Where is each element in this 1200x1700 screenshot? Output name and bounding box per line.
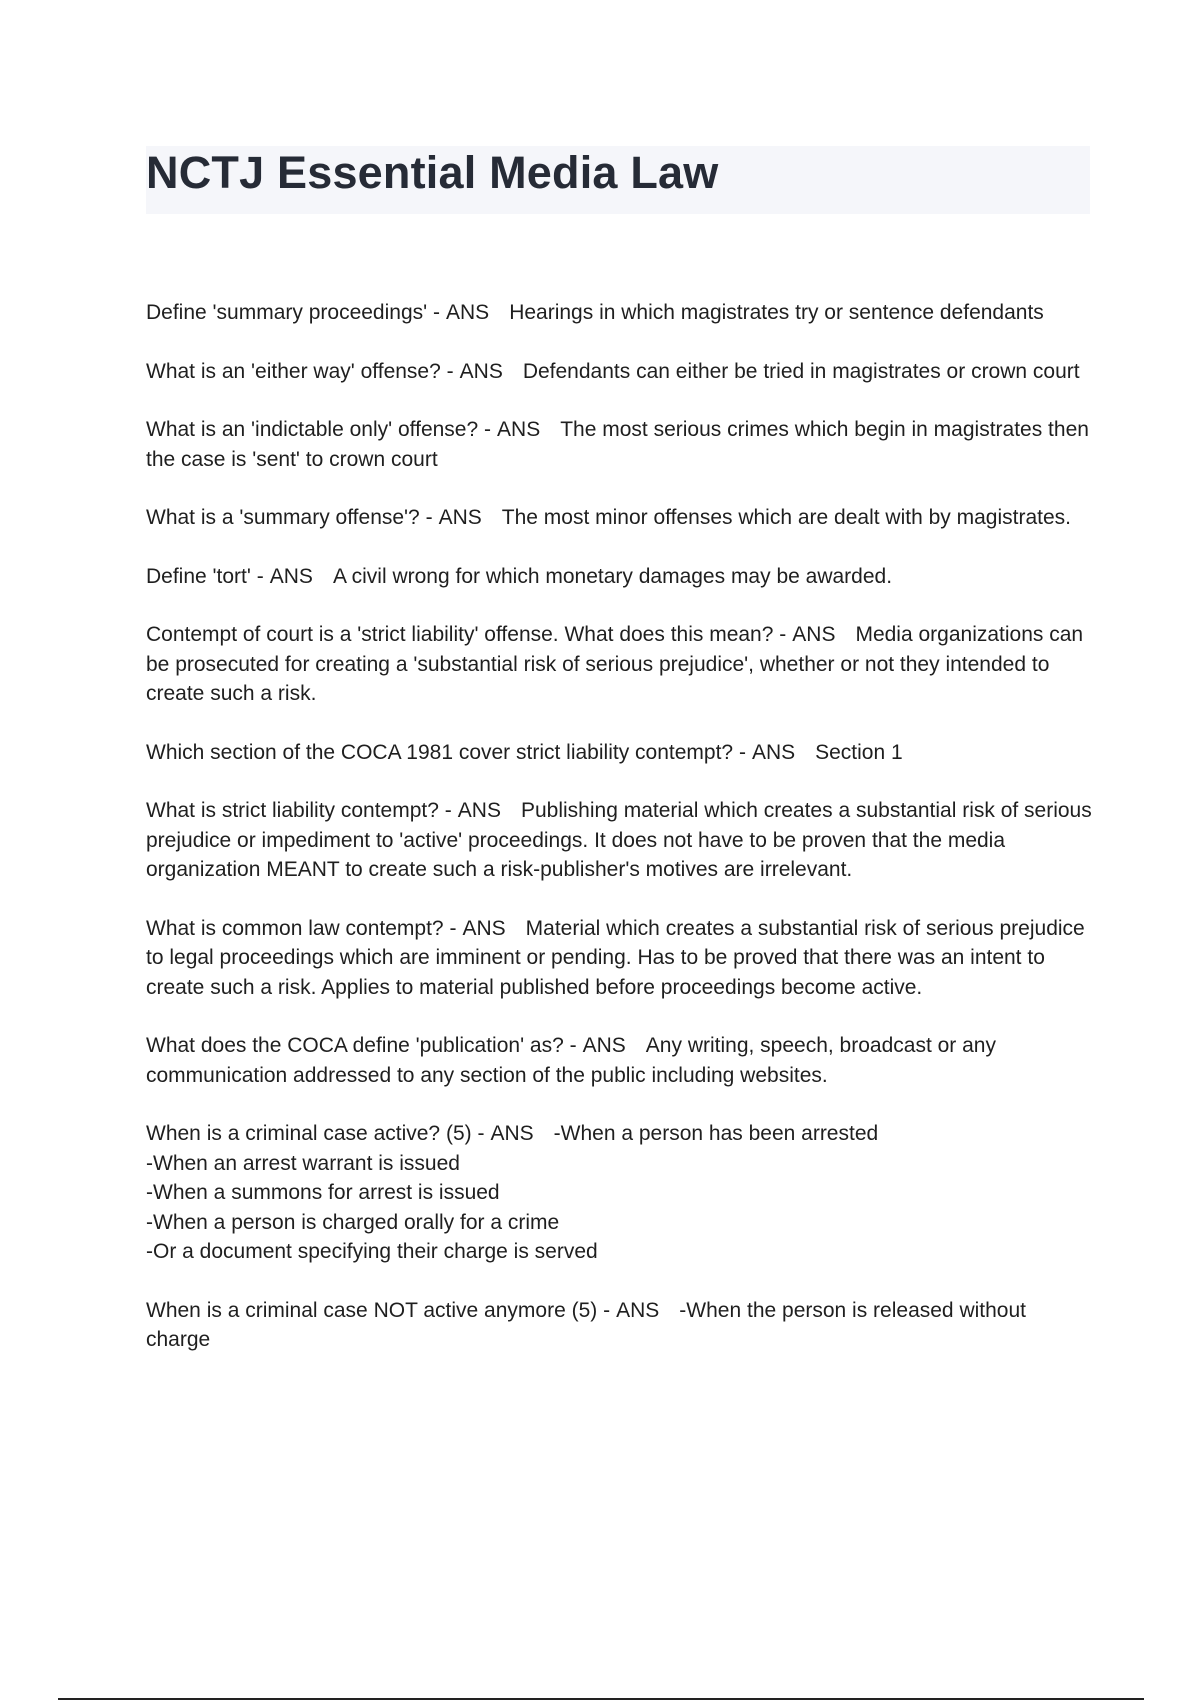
qa-item [146,738,1096,768]
answer-marker: ANS [792,623,836,646]
question-text: When is a criminal case active? (5) [146,1122,472,1145]
answer-marker: ANS [446,301,490,324]
separator: - [446,359,454,383]
answer-text: -When the person is released without charge [146,1298,1026,1351]
answer-text: -When a person has been arrested [553,1122,879,1145]
question-text: When is a criminal case NOT active anymore (5) [146,1298,598,1322]
answer-text: A civil wrong for which monetary damages may be awarded. [332,564,893,588]
separator: - [484,418,492,441]
qa-item [146,562,1096,592]
qa-item [146,796,1096,885]
qa-item [146,1296,1096,1355]
qa-list [146,298,1096,1384]
question-text: What does the COCA define 'publication' as? [146,1034,564,1057]
answer-text: Section 1 [815,740,903,764]
separator: - [779,623,787,646]
separator: - [738,740,746,764]
separator: - [477,1122,485,1145]
answer-marker: ANS [616,1298,660,1322]
separator: - [603,1298,611,1322]
answer-marker: ANS [582,1034,626,1057]
separator: - [433,301,440,324]
answer-text: Any writing, speech, broadcast or any communication addressed to any section of the public including websites. [146,1034,996,1087]
answer-marker: ANS [457,799,501,822]
qa-item [146,298,1096,328]
answer-marker: ANS [497,418,541,441]
answer-marker: ANS [751,740,796,764]
answer-text: The most minor offenses which are dealt with by magistrates. [501,506,1071,529]
qa-item [146,1031,1096,1090]
answer-line: -When an arrest warrant is issued [146,1151,460,1175]
qa-item [146,1119,1096,1267]
answer-marker: ANS [459,359,503,383]
question-text: What is a 'summary offense'? [146,506,420,529]
question-text: Define 'summary proceedings' [146,301,428,324]
question-text: What is strict liability contempt? [146,799,439,822]
answer-marker: ANS [438,506,482,529]
qa-item [146,357,1096,387]
qa-item [146,914,1096,1003]
separator: - [444,799,452,822]
answer-line: -When a summons for arrest is issued [146,1181,500,1204]
answer-text: Hearings in which magistrates try or sentence defendants [509,301,1044,324]
question-text: Contempt of court is a 'strict liability' offense. What does this mean? [146,623,774,646]
qa-item [146,620,1096,709]
question-text: Define 'tort' [146,564,251,588]
answer-marker: ANS [490,1122,534,1145]
qa-item [146,503,1096,533]
answer-marker: ANS [462,916,506,940]
qa-item [146,415,1096,474]
separator: - [569,1034,577,1057]
question-text: What is common law contempt? [146,916,444,940]
answer-text: The most serious crimes which begin in magistrates then the case is 'sent' to crown court [146,418,1089,471]
question-text: Which section of the COCA 1981 cover strict liability contempt? [146,740,734,764]
question-text: What is an 'indictable only' offense? [146,418,479,441]
answer-line: -When a person is charged orally for a crime [146,1210,560,1234]
question-text: What is an 'either way' offense? [146,359,441,383]
answer-text: Defendants can either be tried in magistrates or crown court [522,359,1080,383]
separator: - [449,916,457,940]
page-title: NCTJ Essential Media Law [146,147,719,198]
answer-text: Material which creates a substantial risk of serious prejudice to legal proceedings which are imminent or pending. Has to be proved that there was an intent to create such a risk. Applies to material published before proceedings become active. [146,916,1085,999]
separator: - [425,506,433,529]
separator: - [256,564,264,588]
answer-text: Media organizations can be prosecuted for creating a 'substantial risk of serious prejudice', whether or not they intended to create such a risk. [146,623,1084,705]
answer-text: Publishing material which creates a substantial risk of serious prejudice or impediment to 'active' proceedings. It does not have to be proven that the media organization MEANT to create such a risk-publisher's motives are irrelevant. [146,799,1092,881]
answer-marker: ANS [269,564,313,588]
answer-line: -Or a document specifying their charge is served [146,1240,598,1263]
